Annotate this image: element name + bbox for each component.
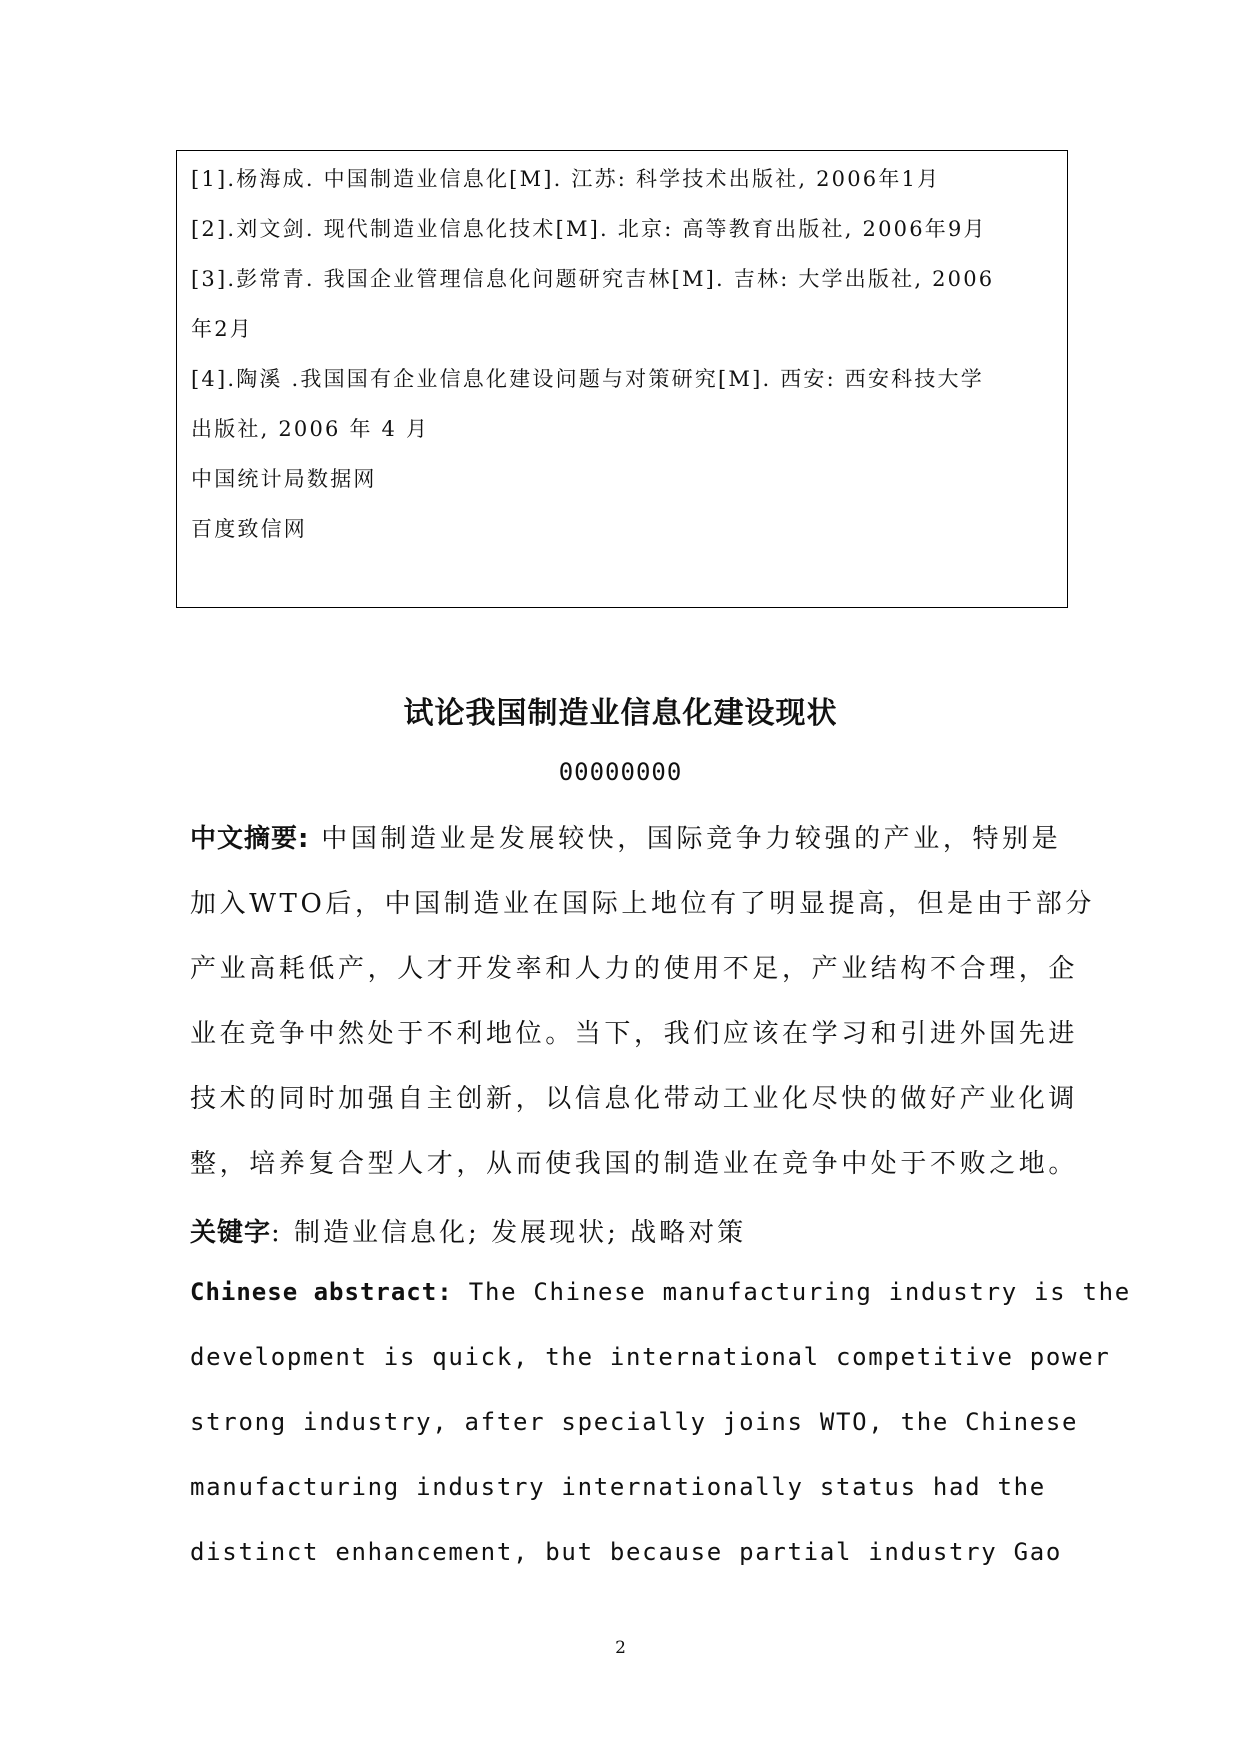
abstract-en-line-1: [190, 1278, 1131, 1306]
page-number: 2: [615, 1638, 626, 1658]
reference-1: [1].杨海成. 中国制造业信息化[M]. 江苏: 科学技术出版社, 2006年1月: [191, 167, 941, 191]
abstract-en-line-2: development is quick, the international competitive power: [190, 1343, 1111, 1371]
keywords-line: [190, 1212, 746, 1249]
abstract-en-line-3: strong industry, after specially joins WTO, the Chinese: [190, 1408, 1079, 1436]
reference-4-continued: 出版社, 2006 年 4 月: [191, 417, 430, 441]
abstract-cn-line-2: 加入WTO后，中国制造业在国际上地位有了明显提高，但是由于部分: [190, 889, 1095, 919]
abstract-cn-label: 中文摘要:: [190, 824, 310, 854]
reference-2: [2].刘文剑. 现代制造业信息化技术[M]. 北京: 高等教育出版社, 2006年9月: [191, 217, 987, 241]
abstract-en-line-4: manufacturing industry internationally status had the: [190, 1473, 1046, 1501]
references-box: [176, 150, 1068, 608]
keywords-label: 关键字: [190, 1218, 272, 1248]
keywords-text: : 制造业信息化; 发展现状; 战略对策: [271, 1218, 747, 1248]
abstract-cn-line-4: 业在竞争中然处于不利地位。当下，我们应该在学习和引进外国先进: [190, 1019, 1079, 1049]
reference-3-continued: 年2月: [191, 317, 253, 341]
abstract-cn-text: 中国制造业是发展较快，国际竞争力较强的产业，特别是: [309, 824, 1062, 854]
abstract-cn-line-1: [190, 818, 1061, 855]
reference-5: 中国统计局数据网: [191, 467, 377, 491]
abstract-cn-line-6: 整，培养复合型人才，从而使我国的制造业在竞争中处于不败之地。: [190, 1149, 1079, 1179]
reference-6: 百度致信网: [191, 517, 307, 541]
article-author: 00000000: [558, 758, 683, 786]
abstract-en-line-5: distinct enhancement, but because partial industry Gao: [190, 1538, 1063, 1566]
abstract-cn-line-5: 技术的同时加强自主创新，以信息化带动工业化尽快的做好产业化调: [190, 1084, 1079, 1114]
article-title: 试论我国制造业信息化建设现状: [403, 696, 838, 731]
abstract-en-label: Chinese abstract:: [190, 1278, 453, 1306]
abstract-cn-line-3: 产业高耗低产，人才开发率和人力的使用不足，产业结构不合理，企: [190, 954, 1079, 984]
reference-4: [4].陶溪 .我国国有企业信息化建设问题与对策研究[M]. 西安: 西安科技大学: [191, 367, 984, 391]
abstract-en-text: The Chinese manufacturing industry is the: [452, 1278, 1131, 1306]
reference-3: [3].彭常青. 我国企业管理信息化问题研究吉林[M]. 吉林: 大学出版社, 2006: [191, 267, 995, 291]
